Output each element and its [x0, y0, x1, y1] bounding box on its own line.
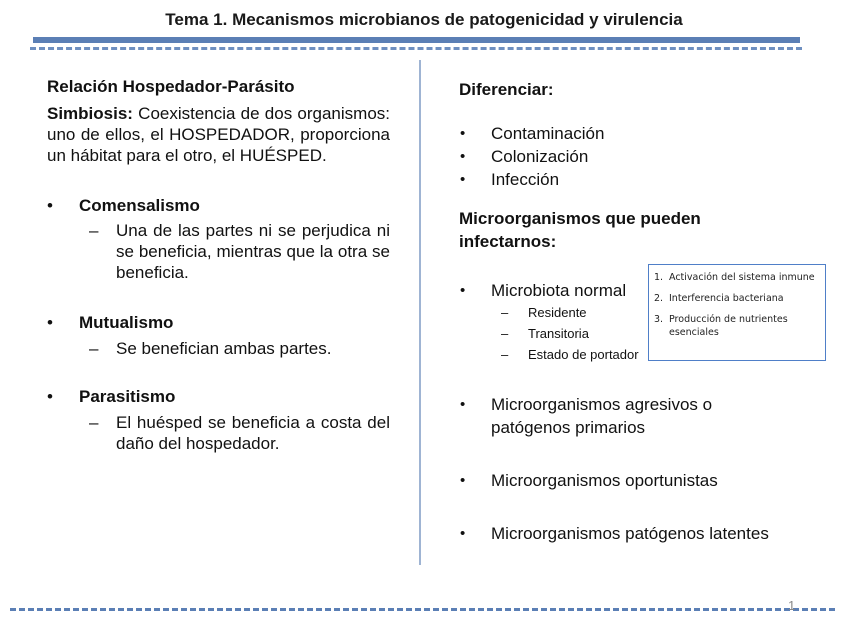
list-item-mutualismo	[47, 313, 390, 333]
symbiosis-definition	[47, 103, 390, 166]
item-text: Interferencia bacteriana	[669, 293, 784, 304]
callout-item	[649, 292, 825, 305]
microbiota-functions-box	[648, 264, 826, 361]
item-text: Contaminación	[491, 124, 605, 143]
item-number: 2.	[654, 293, 664, 304]
list-item	[459, 122, 839, 145]
item-text: Residente	[528, 305, 587, 320]
item-text: Colonización	[491, 147, 589, 166]
header-dashed-line	[30, 47, 802, 50]
list-item-label: Comensalismo	[79, 196, 200, 215]
dash-mark: –	[501, 326, 509, 341]
list-item-parasitismo	[47, 387, 390, 407]
dash-mark: –	[89, 339, 99, 358]
list-item	[459, 522, 839, 545]
list-item-comensalismo	[47, 196, 390, 216]
item-text: Estado de portador	[528, 347, 639, 362]
item-text: Microorganismos agresivos o patógenos primarios	[491, 395, 713, 437]
item-text: Producción de nutrientes esenciales	[669, 314, 788, 338]
detail-text: El huésped se beneficia a costa del daño del hospedador.	[116, 413, 390, 453]
list-item	[459, 393, 761, 439]
item-text: Transitoria	[528, 326, 589, 341]
dash-mark: –	[501, 305, 509, 320]
list-item-detail	[47, 338, 390, 359]
callout-item	[649, 271, 825, 284]
item-text: Microorganismos patógenos latentes	[491, 524, 769, 543]
section-heading: Relación Hospedador-Parásito	[47, 77, 295, 96]
list-item	[459, 168, 839, 191]
symbiosis-term: Simbiosis:	[47, 104, 133, 123]
list-item-label: Parasitismo	[79, 387, 176, 406]
item-text: Infección	[491, 170, 560, 189]
dash-mark: –	[89, 221, 99, 240]
footer-dashed-line	[10, 608, 835, 611]
left-column	[47, 77, 390, 454]
item-number: 1.	[654, 272, 664, 283]
dash-mark: –	[501, 347, 509, 362]
list-item-detail	[47, 412, 390, 454]
header-bar	[33, 37, 800, 43]
item-number: 3.	[654, 314, 664, 325]
detail-text: Una de las partes ni se perjudica ni se beneficia, mientras que la otra se beneficia.	[116, 221, 390, 282]
item-text: Microbiota normal	[491, 281, 627, 300]
detail-text: Se benefician ambas partes.	[116, 339, 332, 358]
callout-item	[649, 313, 789, 339]
differentiate-heading: Diferenciar:	[459, 80, 554, 99]
page-number: 1	[788, 598, 796, 613]
symbiosis-text: Coexistencia de dos organismos: uno de ellos, el HOSPEDADOR, proporciona un hábitat para el otro, el HUÉSPED.	[47, 104, 390, 165]
list-item	[459, 145, 839, 168]
list-item	[459, 469, 839, 492]
list-item-detail	[47, 220, 390, 283]
microorganisms-heading: Microorganismos que pueden infectarnos:	[459, 209, 701, 251]
column-divider	[419, 60, 421, 565]
slide-title: Tema 1. Mecanismos microbianos de patogenicidad y virulencia	[165, 10, 683, 29]
item-text: Microorganismos oportunistas	[491, 471, 718, 490]
item-text: Activación del sistema inmune	[669, 272, 815, 283]
list-item-label: Mutualismo	[79, 313, 174, 332]
dash-mark: –	[89, 413, 99, 432]
